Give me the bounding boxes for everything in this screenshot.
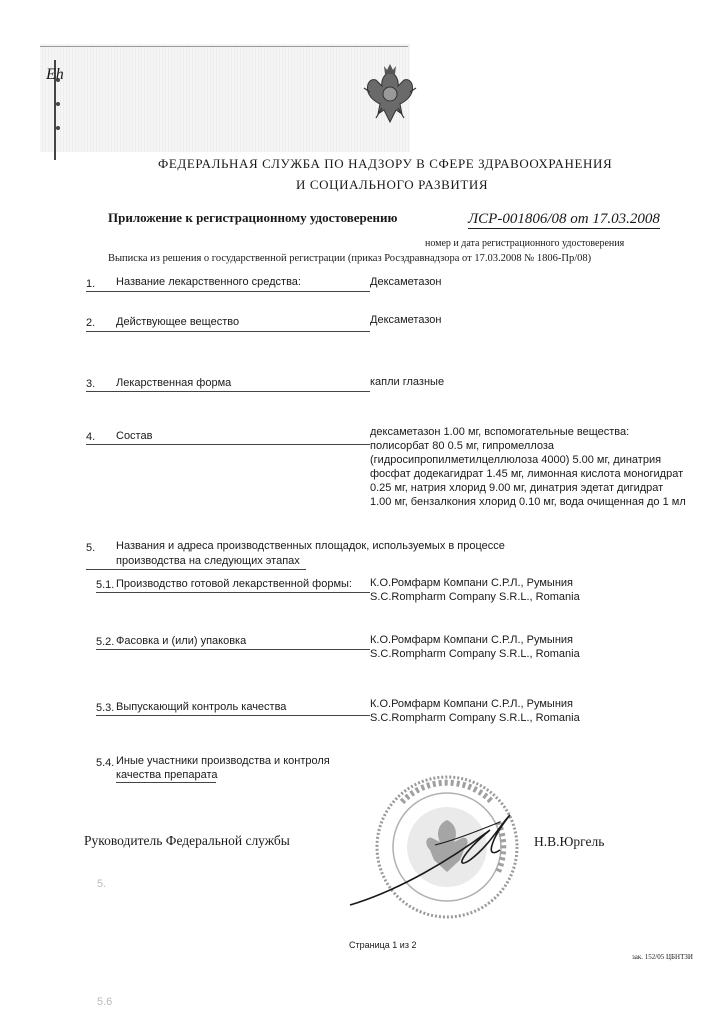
sub-item-underline: [96, 592, 370, 593]
item-label: Названия и адреса производственных площадок, используемых в процессе: [116, 540, 505, 552]
agency-title-line1: ФЕДЕРАЛЬНАЯ СЛУЖБА ПО НАДЗОРУ В СФЕРЕ ЗДРАВООХРАНЕНИЯ: [158, 156, 613, 171]
manufacturer-ru: К.О.Ромфарм Компани С.Р.Л., Румыния: [370, 698, 574, 710]
corner-mark: Eh: [46, 66, 64, 83]
composition-line: полисорбат 80 0.5 мг, гипромеллоза: [370, 440, 555, 452]
manufacturer-ru: К.О.Ромфарм Компани С.Р.Л., Румыния: [370, 634, 574, 646]
manufacturer-en: S.C.Rompharm Company S.R.L., Romania: [370, 648, 580, 660]
item-underline: [86, 444, 370, 445]
item-label: Состав: [116, 430, 153, 442]
manufacturer-en: S.C.Rompharm Company S.R.L., Romania: [370, 591, 580, 603]
composition-line: 1.00 мг, бензалкония хлорид 0.10 мг, вода очищенная до 1 мл: [370, 496, 686, 508]
registration-caption: номер и дата регистрационного удостоверения: [425, 238, 625, 249]
faint-bleed-through: 5.: [97, 878, 107, 890]
coat-of-arms-emblem: [362, 62, 418, 130]
item-value: Дексаметазон: [370, 276, 442, 288]
composition-line: 0.25 мг, натрия хлорид 9.00 мг, динатрия эдетат дигидрат: [370, 482, 664, 494]
manufacturer-en: S.C.Rompharm Company S.R.L., Romania: [370, 712, 580, 724]
registration-number: ЛСР-001806/08 от 17.03.2008: [468, 211, 660, 227]
composition-line: фосфат додекагидрат 1.45 мг, лимонная кислота моногидрат: [370, 468, 684, 480]
binding-dot: [56, 126, 60, 130]
manufacturer-ru: К.О.Ромфарм Компани С.Р.Л., Румыния: [370, 577, 574, 589]
sub-item-number: 5.3.: [96, 702, 115, 714]
item-number: 1.: [86, 278, 96, 290]
item-number: 3.: [86, 378, 96, 390]
decision-excerpt: Выписка из решения о государственной регистрации (приказ Росздравнадзора от 17.03.2008 № 1806-Пр/08): [108, 253, 592, 264]
sub-item-underline: [96, 715, 370, 716]
item-underline: [86, 331, 370, 332]
binding-dot: [56, 102, 60, 106]
item-number: 4.: [86, 431, 96, 443]
head-of-service-title: Руководитель Федеральной службы: [84, 833, 290, 848]
form-code: зак. 152/05 ЦБНТЗИ: [632, 953, 693, 961]
top-rule: [40, 46, 408, 47]
item-underline: [86, 391, 370, 392]
scan-shading: [40, 44, 410, 152]
sub-item-label: Иные участники производства и контроля: [116, 755, 330, 767]
sub-item-number: 5.1.: [96, 579, 115, 591]
item-value: капли глазные: [370, 376, 445, 388]
signature-scribble: [340, 800, 540, 920]
item-label: Действующее вещество: [116, 316, 240, 328]
item-label: Название лекарственного средства:: [116, 276, 301, 288]
sub-item-label: Выпускающий контроль качества: [116, 701, 287, 713]
sub-item-number: 5.4.: [96, 757, 115, 769]
sub-item-label: Производство готовой лекарственной формы:: [116, 578, 352, 590]
item-underline: [86, 291, 370, 292]
page-number: Страница 1 из 2: [349, 940, 417, 950]
item-value: Дексаметазон: [370, 314, 442, 326]
sub-item-number: 5.2.: [96, 636, 115, 648]
faint-bleed-through: 5.6: [97, 996, 113, 1008]
item-label: Лекарственная форма: [116, 377, 232, 389]
sub-item-underline: [116, 782, 216, 783]
item-label: производства на следующих этапах: [116, 555, 300, 567]
sub-item-label: Фасовка и (или) упаковка: [116, 635, 247, 647]
item-number: 2.: [86, 317, 96, 329]
composition-line: дексаметазон 1.00 мг, вспомогательные вещества:: [370, 426, 630, 438]
sub-item-underline: [96, 649, 370, 650]
item-underline: [86, 569, 306, 570]
item-number: 5.: [86, 542, 96, 554]
sub-item-label: качества препарата: [116, 769, 218, 781]
appendix-title: Приложение к регистрационному удостоверению: [108, 210, 398, 225]
head-of-service-name: Н.В.Юргель: [534, 834, 605, 849]
composition-line: (гидросипропилметилцеллюлоза 4000) 5.00 мг, динатрия: [370, 454, 662, 466]
agency-title-line2: И СОЦИАЛЬНОГО РАЗВИТИЯ: [296, 177, 489, 192]
